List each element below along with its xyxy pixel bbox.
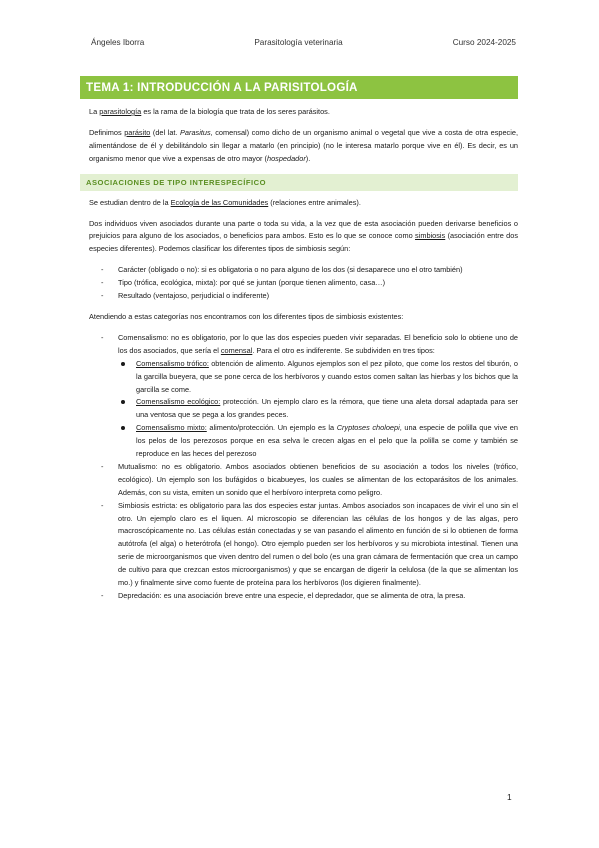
bullet-icon (121, 362, 125, 366)
symbiosis-types-list (80, 332, 518, 603)
section-paragraph-1: Se estudian dentro de la Ecología de las Comunidades (relaciones entre animales). (89, 197, 361, 207)
section-paragraph-3: Atendiendo a estas categorías nos encontramos con los diferentes tipos de simbiosis existentes: (89, 311, 404, 321)
section-paragraph-2: Dos individuos viven asociados durante una parte o toda su vida, a la vez que de esta asociación pueden derivarse beneficios o prejuicios para alguno de los asociados, o beneficios para ambos. Esto es lo que se conoce como simbiosis (asociación entre dos especies diferentes). Podemos clasificar los diferentes tipos de simbiosis según: (89, 218, 518, 254)
term-simbiosis: simbiosis (415, 231, 446, 241)
term-comensal: comensal (220, 345, 253, 355)
sub-item-ecologico: Comensalismo ecológico: protección. Un ejemplo claro es la rémora, que tiene una aleta dorsal adaptada para ser una ventosa que se pega a los grandes peces. (118, 396, 518, 422)
page-content (80, 76, 518, 611)
bullet-icon (121, 426, 125, 430)
term-parasitologia: parasitología (99, 107, 142, 116)
list-item: - Tipo (trófica, ecológica, mixta): por qué se juntan (porque tienen alimento, casa…) (80, 277, 518, 290)
intro-paragraph-1: La parasitología es la rama de la biología que trata de los seres parásitos. (89, 107, 330, 116)
list-item-simbiosis-estricta: - Simbiosis estricta: es obligatorio para las dos especies estar juntas. Ambos asociados son incapaces de vivir el uno sin el otro. Un ejemplo claro es el liquen. Al microscopio se diferencian las células de los hongos y de las algas, pero macroscópicamente no. Las células están conectadas y se van pasando el alimento en función de si lo obtienen de forma autótrofa (el alga) o heterótrofa (el hongo). Otro ejemplo pueden ser los herbívoros y su microbiota intestinal. Tienen una serie de microorganismos que viven dentro del rumen o del bolo (es una gran cámara de fermentación que crea un campo de cultivo para que crezcan estos microorganismos) y que se encargan de digerir la celulosa (de la que se alimentan los mo.) y finalmente sirve como fuente de proteína para los herbívoros (los digieren finalmente). (80, 500, 518, 590)
page-header (91, 38, 516, 47)
header-subject: Parasitología veterinaria (254, 38, 343, 47)
header-author: Ángeles Iborra (91, 38, 145, 47)
list-item: - Carácter (obligado o no): si es obligatoria o no para alguno de los dos (si desaparece uno el otro también) (80, 264, 518, 277)
comensalismo-subtypes (118, 358, 518, 461)
term-ecologia-comunidades: Ecología de las Comunidades (170, 197, 269, 207)
list-item-mutualismo: - Mutualismo: no es obligatorio. Ambos asociados obtienen beneficios de su asociación a todos los niveles (trófico, ecológico). Un ejemplo son los bufágidos o bicabueyes, los cuales se alimentan de los ectoparásitos de los animales. Además, con su vista, emiten un sonido que el herbívoro interpreta como peligro. (80, 461, 518, 500)
list-item: - Resultado (ventajoso, perjudicial o indiferente) (80, 290, 518, 303)
sub-item-trofico: Comensalismo trófico: obtención de alimento. Algunos ejemplos son el pez piloto, que come los restos del tiburón, o la garcilla bueyera, que se pone cerca de los herbívoros y cuando estos comen saltan las hierbas y los bichos que la garcilla se come. (118, 358, 518, 397)
header-course: Curso 2024-2025 (452, 38, 516, 47)
section-heading: ASOCIACIONES DE TIPO INTERESPECÍFICO (80, 174, 518, 191)
page-number: 1 (507, 792, 512, 802)
term-parasito: parásito (124, 127, 151, 137)
list-item-depredacion: - Depredación: es una asociación breve entre una especie, el depredador, que se alimenta de otra, la presa. (80, 590, 518, 603)
intro-paragraph-2: Definimos parásito (del lat. Parasitus, comensal) como dicho de un organismo animal o vegetal que vive a costa de otra especie, alimentándose de él y debilitándolo sin llegar a matarlo (en principio) (no le interesa matarlo porque vive en él). Es decir, es un organismo menor que vive a expensas de otro mayor (hospedador). (89, 127, 518, 163)
classification-criteria-list (80, 264, 518, 303)
sub-item-mixto: Comensalismo mixto: alimento/protección. Un ejemplo es la Cryptoses choloepi, una especie de polilla que vive en los pelos de los perezosos porque en esa selva le crecen algas en el pelo que la polilla se come y también se reproduce en las heces del perezoso (118, 422, 518, 461)
chapter-title: TEMA 1: INTRODUCCIÓN A LA PARISITOLOGÍA (80, 76, 518, 99)
list-item-comensalismo: - Comensalismo: no es obligatorio, por lo que las dos especies pueden vivir separadas. El beneficio solo lo obtiene uno de los dos asociados, que sería el comensal. Para el otro es indiferente. Se subdividen en tres tipos: Comensalismo trófico: obtención de alimento. Algunos ejemplos son el pez piloto, que come los restos del tiburón, o la garcilla bueyera, que se pone cerca de los herbívoros y cuando estos comen saltan las hierbas y los bichos que la garcilla se come. Comensalismo ecológico: protección. Un ejemplo claro es la rémora, que tiene una aleta dorsal adaptada para ser una ventosa que se pega a los grandes peces. Comensalismo mixto: alimento/protección. Un ejemplo es la Cryptoses choloepi, una especie de polilla que vive en los pelos de los perezosos porque en esa selva le crecen algas en el pelo que la polilla se come y también se reproduce en las heces del perezoso (80, 332, 518, 461)
bullet-icon (121, 400, 125, 404)
